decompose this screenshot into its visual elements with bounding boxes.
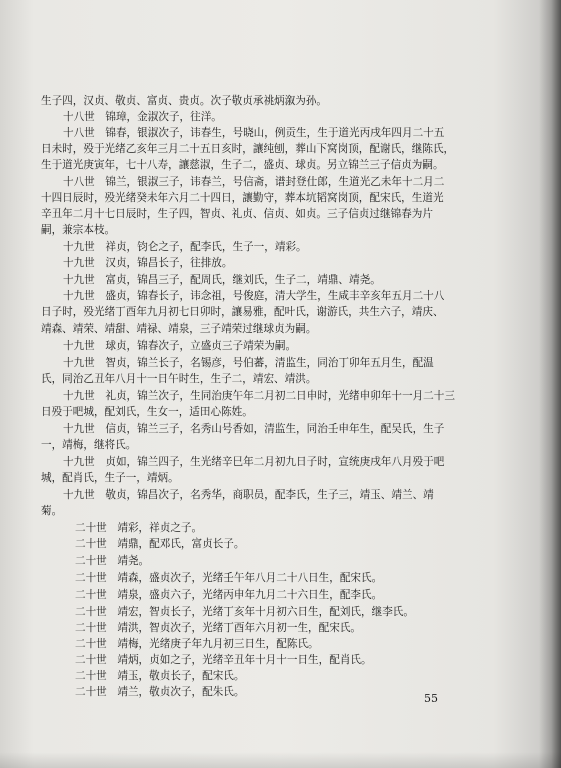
text-line: 二十世 靖玉，敬贞长子，配宋氏。 [75,670,245,682]
text-line: 十九世 盛贞，锦春长子，讳念祖，号俊庭，清大学生，生咸丰辛亥年五月二十八 [63,290,445,302]
text-line: 十八世 锦璋，金淑次子，往洋。 [63,111,222,123]
text-line: 二十世 靖森，盛贞次子，光绪壬午年八月二十八日生，配宋氏。 [75,572,383,584]
text-line: 十四日辰时，殁光绪癸未年六月二十四日，讓勤守，葬本坑韬窝岗顶，配宋氏，生道光 [41,192,444,204]
text-line: 日殁于吧城，配刘氏，生女一，适田心陈姓。 [41,406,253,418]
text-line: 二十世 靖鼎，配邓氏，富贞长子。 [75,538,245,550]
text-line: 靖森、靖荣、靖甜、靖禄、靖泉，三子靖荣过继球贞为嗣。 [41,323,317,335]
text-line: 十九世 汉贞，锦昌长子，往排放。 [63,257,233,269]
text-line: 十九世 祥贞，钧仑之子，配李氏，生子一，靖彩。 [63,241,307,253]
text-line: 二十世 靖彩，祥贞之子。 [75,522,203,534]
text-line: 十九世 敬贞，锦昌次子，名秀华，商职员，配李氏，生子三，靖玉、靖兰、靖 [63,489,434,501]
text-line: 十九世 球贞，锦春次子，立盛贞三子靖荣为嗣。 [63,340,297,352]
text-line: 十九世 贞如，锦兰四子，生光绪辛巳年二月初九日子时，宣统庚戌年八月殁于吧 [63,456,445,468]
text-line: 十八世 锦兰，银淑三子，讳春兰，号信斋，谱封登仕郎，生道光乙未年十二月二 [63,176,445,188]
text-line: 二十世 靖洪，智贞次子，光绪丁酉年六月初一生，配宋氏。 [75,622,362,634]
text-line: 十九世 智贞，锦兰长子，名锡彦，号伯蕃，清监生，同治丁卯年五月生，配温 [63,357,434,369]
text-line: 菊。 [41,505,63,517]
text-line: 二十世 靖兰，敬贞次子，配朱氏。 [75,686,245,698]
text-line: 十九世 礼贞，锦兰次子，生同治庚午年二月初二日申时，光绪申卯年十一月二十三 [63,390,455,402]
text-line: 二十世 靖宏，智贞长子，光绪丁亥年十月初六日生，配刘氏，继李氏。 [75,606,414,618]
text-line: 二十世 靖泉，盛贞六子，光绪丙申年九月二十六日生，配李氏。 [75,589,383,601]
page-number: 55 [424,692,438,705]
text-line: 生于道光庚寅年，七十八寿，讓慈淑，生子二，盛贞、球贞。另立锦兰三子信贞为嗣。 [41,159,444,171]
text-line: 生子四，汉贞、敬贞、富贞、贵贞。次子敬贞承祧炳溆为孙。 [41,95,328,107]
text-line: 一，靖梅，继将氏。 [41,439,137,451]
text-line: 十九世 信贞，锦兰三子，名秀山号香如，清监生，同治壬申年生，配吴氏，生子 [63,423,445,435]
text-line: 十九世 富贞，锦昌三子，配周氏，继刘氏，生子二，靖鼎、靖尧。 [63,274,381,286]
text-line: 日子时，殁光绪丁酉年九月初七日卯时，讓易雅，配叶氏，谢游氏，共生六子，靖庆、 [41,306,444,318]
text-line: 氏，同治乙丑年八月十一日午时生，生子二，靖宏、靖洪。 [41,373,317,385]
text-line: 日未时，殁于光绪乙亥年三月二十五日亥时，讓纯刨，葬山下窝岗顶，配谢氏，继陈氏， [41,143,455,155]
text-line: 二十世 靖炳，贞如之子，光绪辛丑年十月十一日生，配肖氏。 [75,654,372,666]
text-line: 城，配肖氏，生子一，靖炳。 [41,472,179,484]
text-line: 嗣，兼宗本枝。 [41,224,116,236]
text-line: 二十世 靖尧。 [75,555,150,567]
text-line: 辛丑年二月十七日辰时，生子四，智贞、礼贞、信贞、如贞。三子信贞过继锦春为片 [41,208,433,220]
text-line: 二十世 靖梅，光绪庚子年九月初三日生，配陈氏。 [75,638,319,650]
text-line: 十八世 锦春，银淑次子，讳春生，号晓山，例贡生，生于道光丙戌年四月二十五 [63,127,445,139]
